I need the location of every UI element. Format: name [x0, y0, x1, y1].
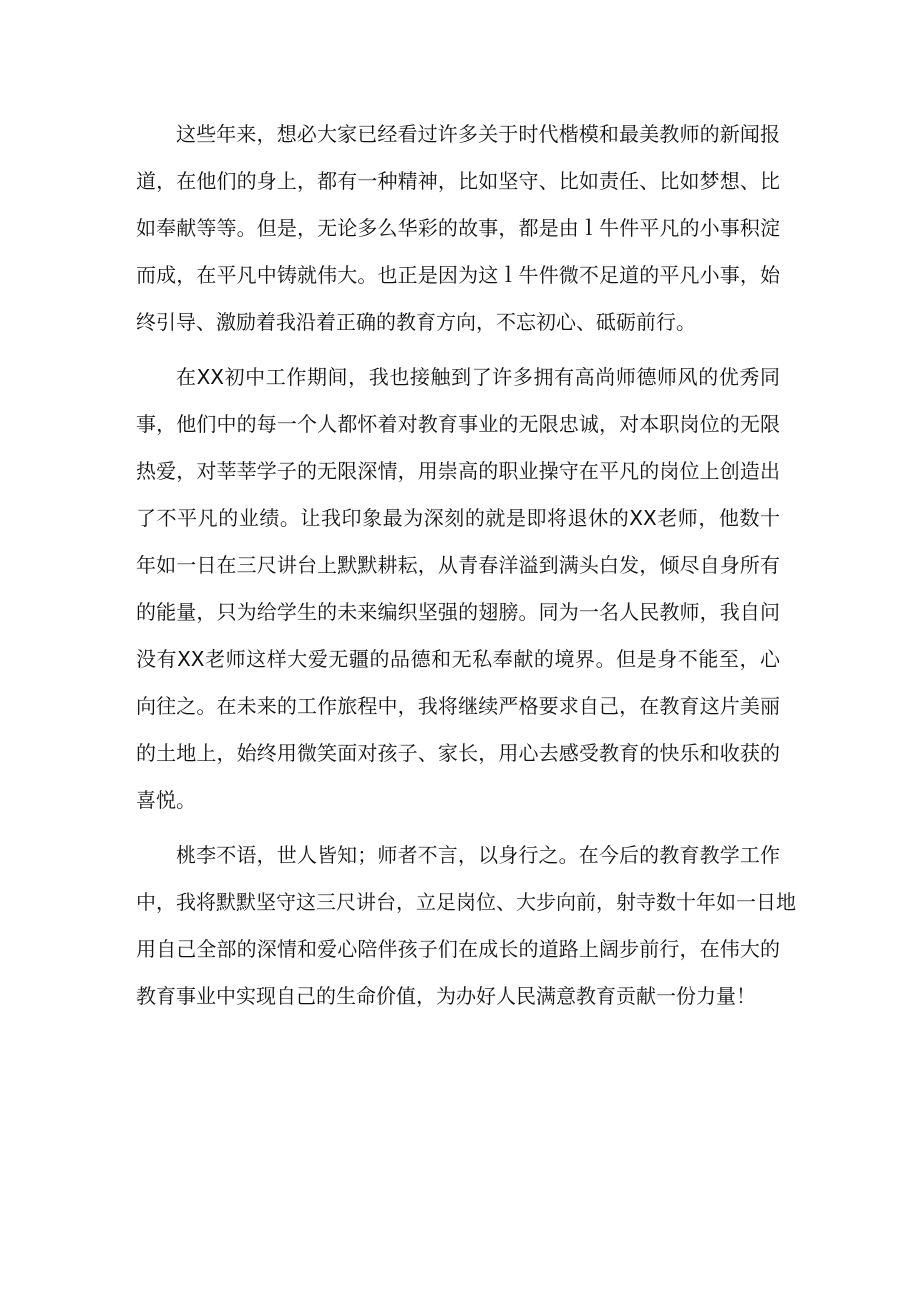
text-line: 桃李不语，世人皆知；师者不言，以身行之。在今后的教育教学工作	[176, 843, 780, 867]
text-line: 的能量，只为给学生的未来编织坚强的翅膀。同为一名人民教师，我自问	[136, 600, 780, 624]
text-line: 终引导、激励着我沿着正确的教育方向，不忘初心、砥砺前行。	[136, 310, 696, 334]
text-line: 如奉献等等。但是，无论多么华彩的故事，都是由ｌ牛件平凡的小事积淀	[136, 216, 780, 240]
text-line: 教育事业中实现自己的生命价值，为办好人民满意教育贡献一份力量！	[136, 984, 756, 1008]
text-line: 没有XX老师这样大爱无疆的品德和无私奉献的境界。但是身不能至，心	[136, 647, 780, 671]
text-line: 向往之。在未来的工作旅程中，我将继续严格要求自己，在教育这片美丽	[136, 694, 780, 718]
text-line: 这些年来，想必大家已经看过许多关于时代楷模和最美教师的新闻报	[176, 122, 780, 146]
text-line: 热爱，对莘莘学子的无限深情，用崇高的职业操守在平凡的岗位上创造出	[136, 459, 780, 483]
text-line: 的土地上，始终用微笑面对孩子、家长，用心去感受教育的快乐和收获的	[136, 741, 780, 765]
text-line: 了不平凡的业绩。让我印象最为深刻的就是即将退休的XX老师，他数十	[136, 506, 780, 530]
text-line: 中，我将默默坚守这三尺讲台，立足岗位、大步向前，射寺数十年如一日地	[136, 890, 796, 914]
text-line: 年如一日在三尺讲台上默默耕耘，从青春洋溢到满头白发，倾尽自身所有	[136, 553, 780, 577]
text-line: 用自己全部的深情和爱心陪伴孩子们在成长的道路上阔步前行，在伟大的	[136, 937, 780, 961]
text-line: 而成，在平凡中铸就伟大。也正是因为这ｌ牛件微不足道的平凡小事，始	[136, 263, 780, 287]
text-line: 喜悦。	[136, 788, 196, 812]
text-line: 事，他们中的每一个人都怀着对教育事业的无限忠诚，对本职岗位的无限	[136, 412, 780, 436]
text-line: 在XX初中工作期间，我也接触到了许多拥有高尚师德师风的优秀同	[176, 365, 780, 389]
text-line: 道，在他们的身上，都有一种精神，比如坚守、比如责任、比如梦想、比	[136, 169, 780, 193]
